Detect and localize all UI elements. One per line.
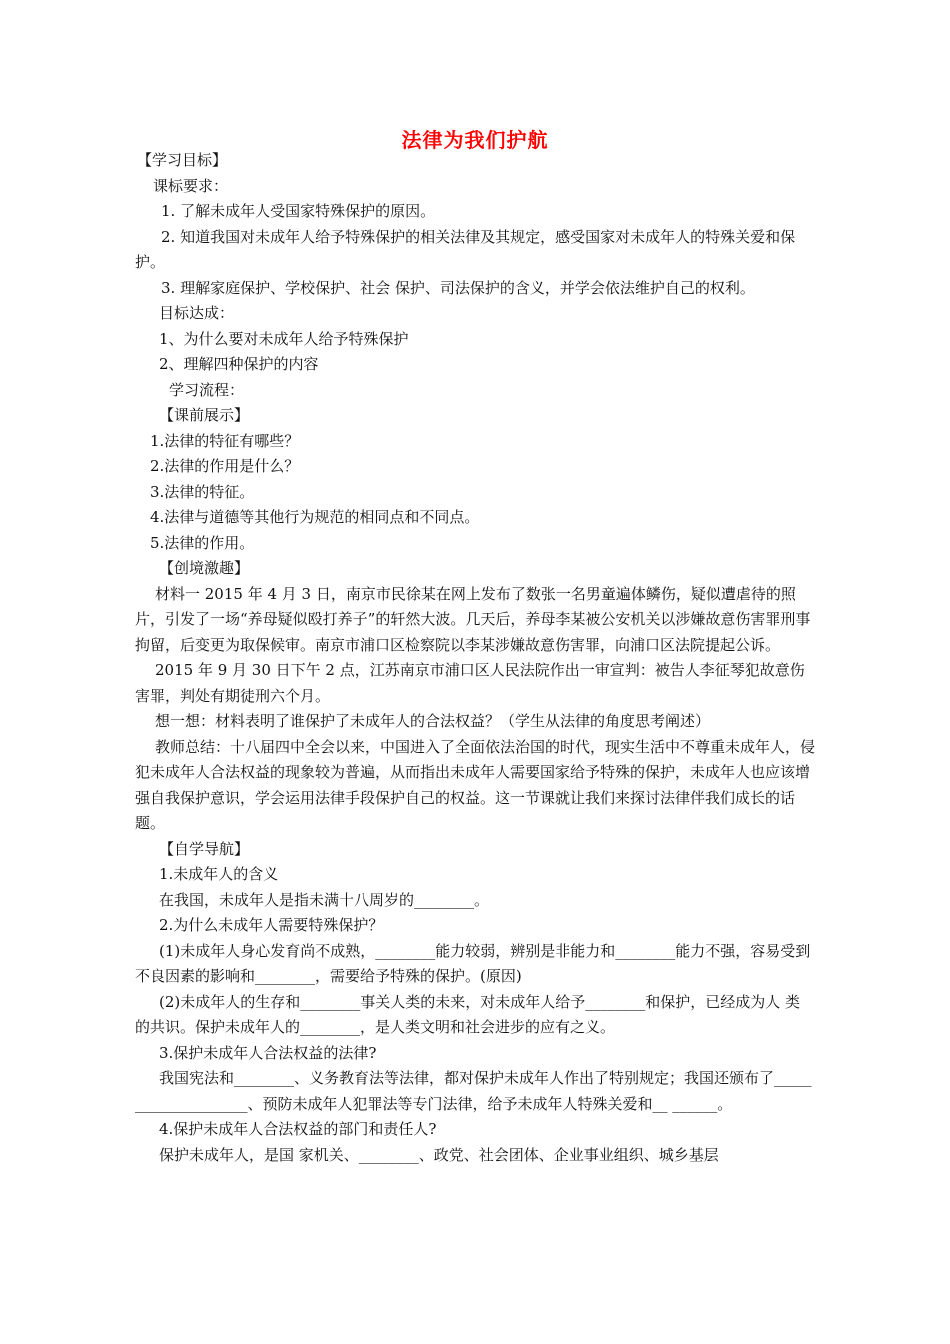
paragraph: 1、为什么要对未成年人给予特殊保护 [159, 329, 409, 348]
paragraph: 3.法律的特征。 [150, 482, 255, 501]
paragraph: 学习流程： [169, 380, 245, 399]
paragraph: (1)未成年人身心发育尚不成熟，________能力较弱，辨别是非能力和________能力不强，容易受到不良因素的影响和________，需要给予特殊的保护。(原因) [135, 941, 811, 985]
paragraph: 2.为什么未成年人需要特殊保护？ [159, 916, 384, 934]
paragraph: 2、理解四种保护的内容 [159, 355, 319, 373]
page-title: 法律为我们护航 [401, 128, 549, 152]
paragraph: 2.法律的作用是什么？ [150, 457, 300, 475]
paragraph: (2)未成年人的生存和________事关人类的未来，对未成年人给予________和保护，已经成为人 类的共识。保护未成年人的________，是人类文明和社会进步的应有之义。 [135, 992, 801, 1036]
paragraph: 2. 知道我国对未成年人给予特殊保护的相关法律及其规定，感受国家对未成年人的特殊关爱和保护。 [135, 227, 796, 271]
paragraph: 2015 年 9 月 30 日下午 2 点，江苏南京市浦口区人民法院作出一审宣判：被告人李征琴犯故意伤害罪，判处有期徒刑六个月。 [135, 661, 805, 705]
paragraph: 1. 了解未成年人受国家特殊保护的原因。 [161, 202, 436, 220]
paragraph: 3.保护未成年人合法权益的法律? [159, 1043, 377, 1062]
paragraph: 教师总结：十八届四中全会以来，中国进入了全面依法治国的时代，现实生活中不尊重未成年人，侵犯未成年人合法权益的现象较为普遍，从而指出未成年人需要国家给予特殊的保护，未成年人也应该增强自我保护意识，学会运用法律手段保护自己的权益。这一节课就让我们来探讨法律伴我们成长的话题。 [135, 737, 816, 832]
paragraph: 3. 理解家庭保护、学校保护、社会 保护、司法保护的含义，并学会依法维护自己的权利。 [161, 278, 755, 297]
paragraph: 我国宪法和________、义务教育法等法律，都对保护未成年人作出了特别规定；我国还颁布了____________________、预防未成年人犯罪法等专门法律，给予未成年人特殊关爱和__ ______。 [135, 1069, 812, 1113]
paragraph: 想一想：材料表明了谁保护了未成年人的合法权益？（学生从法律的角度思考阐述） [155, 712, 711, 730]
paragraph: 目标达成： [159, 304, 235, 322]
paragraph: 1.未成年人的含义 [159, 865, 279, 883]
section-heading: 【课前展示】 [159, 406, 250, 424]
paragraph: 1.法律的特征有哪些？ [150, 431, 300, 450]
paragraph: 5.法律的作用。 [150, 533, 255, 552]
paragraph: 4.法律与道德等其他行为规范的相同点和不同点。 [150, 508, 480, 526]
paragraph: 4.保护未成年人合法权益的部门和责任人? [159, 1120, 437, 1138]
paragraph: 材料一 2015 年 4 月 3 日，南京市民徐某在网上发布了数张一名男童遍体鳞伤，疑似遭虐待的照片，引发了一场“养母疑似殴打养子”的轩然大波。几天后，养母李某被公安机关以涉嫌故意伤害罪刑事拘留，后变更为取保候审。南京市浦口区检察院以李某涉嫌故意伤害罪，向浦口区法院提起公诉。 [135, 584, 811, 654]
section-heading: 【自学导航】 [159, 839, 250, 858]
paragraph: 保护未成年人，是国 家机关、________、政党、社会团体、企业事业组织、城乡基层 [159, 1145, 719, 1164]
document-body [135, 148, 815, 1168]
section-heading: 【创境激趣】 [159, 559, 250, 577]
paragraph: 在我国，未成年人是指未满十八周岁的________。 [159, 890, 490, 909]
paragraph: 课标要求： [153, 176, 229, 195]
section-heading: 【学习目标】 [137, 151, 228, 169]
